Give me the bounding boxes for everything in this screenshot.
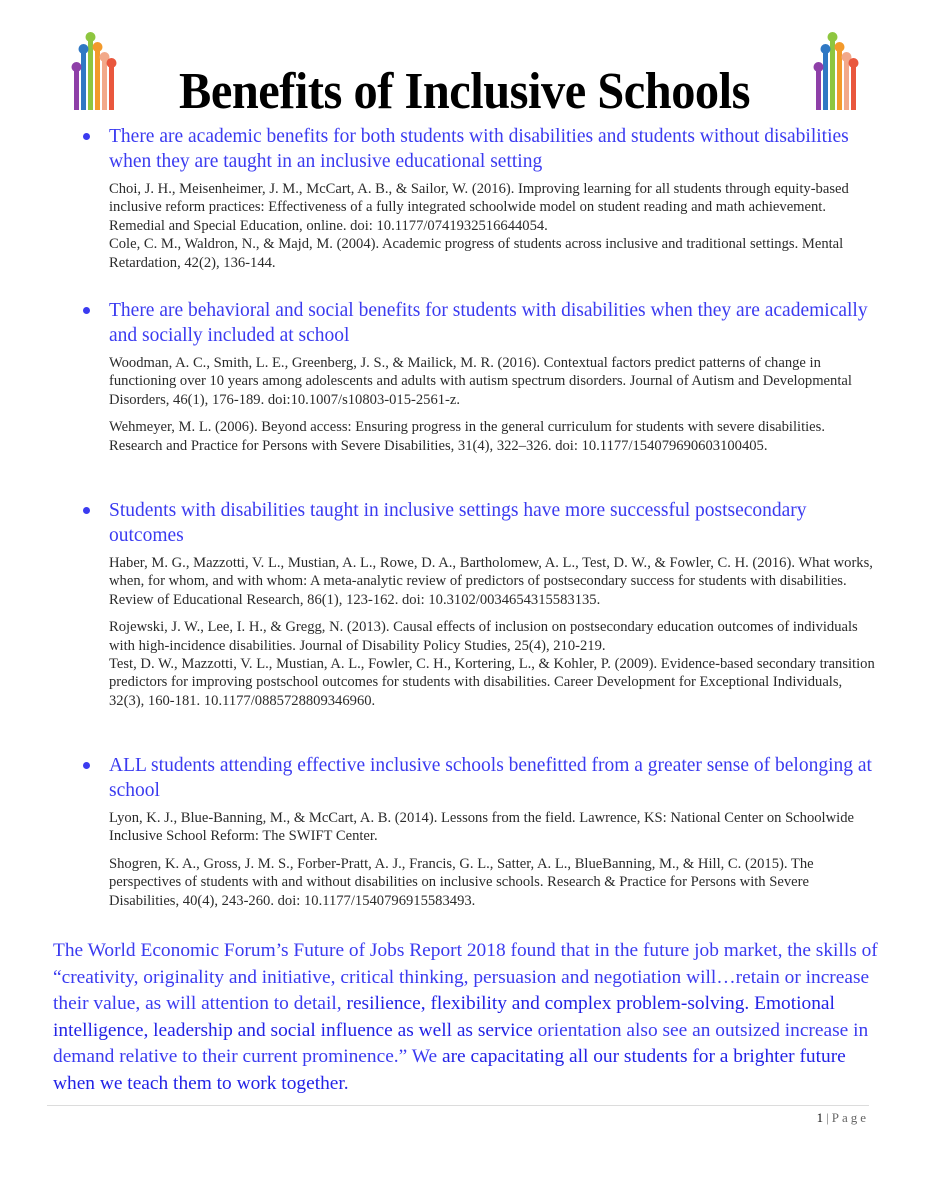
page-title: Benefits of Inclusive Schools: [179, 63, 750, 120]
closing-paragraph: [53, 938, 883, 1098]
citation: Haber, M. G., Mazzotti, V. L., Mustian, A. L., Rowe, D. A., Bartholomew, A. L., Test, D. W., & Fowler, C. H. (2016). What works, when, for whom, and with whom: A meta-analytic review of predictors of postsecondary success for students with disabilities. Review of Educational Research, 86(1), 123-162. doi: 10.3102/0034654315583135.: [109, 555, 873, 608]
bullet-item: [0, 753, 929, 803]
benefit-section-academic: [0, 124, 929, 272]
benefit-section-behavioral-social: [0, 298, 929, 455]
citation: Wehmeyer, M. L. (2006). Beyond access: Ensuring progress in the general curriculum for students with severe disabilities. Research and Practice for Persons with Severe Disabilities, 31(4), 322–326. doi: 10.1177/154079690603100405.: [109, 419, 825, 454]
page-separator: |: [826, 1110, 829, 1125]
citation: Test, D. W., Mazzotti, V. L., Mustian, A. L., Fowler, C. H., Kortering, L., & Kohler, P. (2009). Evidence-based secondary transition predictors for improving postschool outcomes for students with disabilities. Career Development for Exceptional Individuals, 32(3), 160-181. 10.1177/0885728809346960.: [109, 656, 875, 709]
closing-text-part: are capacitating all our students for a brighter future when we teach them to work together.: [53, 1046, 846, 1094]
raised-hands-rainbow-icon: [812, 30, 862, 110]
closing-text-part: resilience, flexibility and complex problem-solving. Emotional intelligence, leadership and social influence as well as service: [53, 993, 835, 1041]
title-row: [0, 30, 929, 120]
benefit-section-postsecondary: [0, 498, 929, 710]
bullet-item: [0, 124, 929, 174]
bullet-icon: [83, 133, 90, 140]
closing-text-part: orientation also see an outsized increase in demand relative to their current prominence.” We: [53, 1019, 869, 1068]
citation: Lyon, K. J., Blue-Banning, M., & McCart, A. B. (2014). Lessons from the field. Lawrence, KS: National Center on Schoolwide Inclusive School Reform: The SWIFT Center.: [109, 810, 854, 845]
page-number: 1: [816, 1110, 824, 1125]
citation: Shogren, K. A., Gross, J. M. S., Forber-Pratt, A. J., Francis, G. L., Satter, A. L., BlueBanning, M., & Hill, C. (2015). The perspectives of students with and without disabilities on inclusive schools. Research & Practice for Persons with Severe Disabilities, 40(4), 243-260. doi: 10.1177/1540796915583493.: [109, 855, 814, 909]
citation: Choi, J. H., Meisenheimer, J. M., McCart, A. B., & Sailor, W. (2016). Improving learning for all students through equity-based inclusive reform practices: Effectiveness of a fully integrated schoolwide model on student reading and math achievement. Remedial and Special Education, online. doi: 10.1177/0741932516644054.: [109, 181, 849, 234]
bullet-icon: [83, 762, 90, 769]
section-heading: There are behavioral and social benefits for students with disabilities when they are academically and socially included at school: [109, 300, 868, 346]
citation: Rojewski, J. W., Lee, I. H., & Gregg, N. (2013). Causal effects of inclusion on postsecondary education outcomes of individuals with high-incidence disabilities. Journal of Disability Policy Studies, 25(4), 210-219.: [109, 619, 858, 654]
section-heading: There are academic benefits for both students with disabilities and students without disabilities when they are taught in an inclusive educational setting: [109, 126, 849, 172]
section-heading: Students with disabilities taught in inclusive settings have more successful postsecondary outcomes: [109, 500, 807, 546]
benefit-section-belonging: [0, 753, 929, 910]
closing-text-part: The World Economic Forum’s Future of Jobs Report 2018 found that in the future job market, the skills of “creativity, originality and initiative, critical thinking, persuasion and negotiation will…retain or increase their value, as will attention to detail,: [53, 940, 878, 1015]
citation: Cole, C. M., Waldron, N., & Majd, M. (2004). Academic progress of students across inclusive and traditional settings. Mental Retardation, 42(2), 136-144.: [109, 236, 844, 271]
citation: Woodman, A. C., Smith, L. E., Greenberg, J. S., & Mailick, M. R. (2016). Contextual factors predict patterns of change in functioning over 10 years among adolescents and adults with autism spectrum disorders. Journal of Autism and Developmental Disorders, 46(1), 176-189. doi:10.1007/s10803-015-2561-z.: [109, 355, 852, 408]
section-heading: ALL students attending effective inclusive schools benefitted from a greater sense of belonging at school: [109, 755, 872, 801]
bullet-item: [0, 298, 929, 348]
footer-divider: [47, 1105, 869, 1106]
page-number-footer: [817, 1110, 869, 1126]
bullet-icon: [83, 507, 90, 514]
bullet-icon: [83, 307, 90, 314]
bullet-item: [0, 498, 929, 548]
page-label: Page: [831, 1110, 869, 1125]
